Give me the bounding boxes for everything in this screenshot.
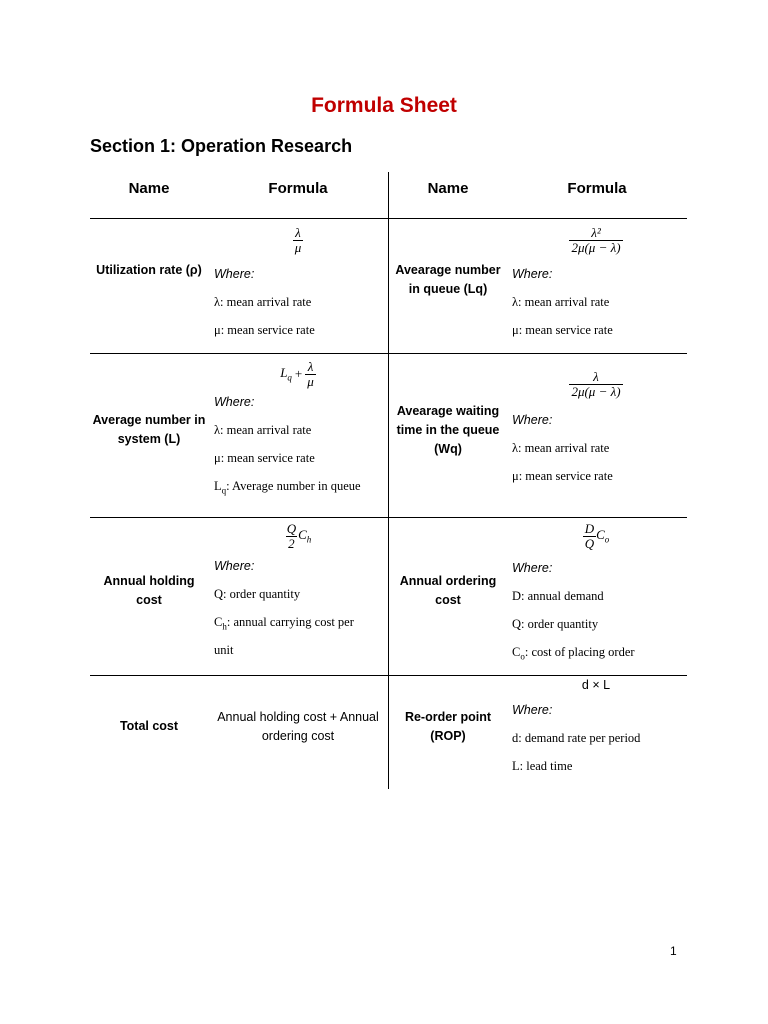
where-label: Where: <box>512 703 553 717</box>
ordering-cost-symbol: $C_o$ <box>596 527 610 545</box>
definition-line: $L_q$: Average number in queue <box>214 479 361 496</box>
definition-line: $C_h$: annual carrying cost per <box>214 615 354 632</box>
definition-line: μ: mean service rate <box>512 469 613 483</box>
utilization-fraction: $\frac{\lambda}{\mu}$ <box>294 224 302 255</box>
definition-line: μ: mean service rate <box>512 323 613 337</box>
where-label: Where: <box>512 561 553 575</box>
row2-right-formula <box>512 364 690 490</box>
where-label: Where: <box>512 413 553 427</box>
definition-line: Q: order quantity <box>214 587 301 601</box>
row1-right-name: Avearage number in queue (Lq) <box>395 263 501 296</box>
rop-formula: d × L <box>581 678 611 692</box>
section-heading: Section 1: Operation Research <box>90 136 353 156</box>
row2-right-name: Avearage waiting time in the queue (Wq) <box>396 404 500 456</box>
definition-line: λ: mean arrival rate <box>214 423 312 437</box>
definition-line: λ: mean arrival rate <box>512 295 610 309</box>
header-formula-left: Formula <box>268 180 328 197</box>
definition-line: D: annual demand <box>512 589 604 603</box>
row2-left-name: Average number in system (L) <box>92 413 206 446</box>
header-name-left: Name <box>128 180 170 197</box>
row4-left-formula: Annual holding cost + Annual ordering cost <box>217 710 379 743</box>
row1-left-formula <box>214 220 392 344</box>
waiting-time-fraction: $\frac{\lambda}{2\mu(\mu - \lambda)}$ <box>571 368 621 399</box>
definition-line: Q: order quantity <box>512 617 599 631</box>
definition-line: L: lead time <box>512 759 573 773</box>
definition-line: μ: mean service rate <box>214 323 315 337</box>
system-fraction: $\frac{\lambda}{\mu}$ <box>307 358 314 389</box>
where-label: Where: <box>512 267 553 281</box>
row4-right-formula <box>512 676 690 780</box>
definition-line: λ: mean arrival rate <box>214 295 312 309</box>
where-label: Where: <box>214 395 255 409</box>
row4-left-name: Total cost <box>119 719 179 733</box>
definition-line: unit <box>214 643 234 657</box>
holding-cost-symbol: $C_h$ <box>298 527 312 545</box>
document-title: Formula Sheet <box>311 94 457 117</box>
system-formula-prefix: $L_q$ <box>280 365 292 383</box>
row4-right-name: Re-order point (ROP) <box>404 710 492 743</box>
definition-line: λ: mean arrival rate <box>512 441 610 455</box>
where-label: Where: <box>214 267 255 281</box>
row3-left-formula <box>214 516 392 664</box>
definition-line: μ: mean service rate <box>214 451 315 465</box>
row1-right-formula <box>512 220 690 344</box>
holding-fraction: $\frac{Q}{2}$ <box>286 520 297 551</box>
row3-right-formula <box>512 516 690 666</box>
header-formula-right: Formula <box>567 180 627 197</box>
definition-line: d: demand rate per period <box>512 731 641 745</box>
page-number: 1 <box>670 944 677 958</box>
queue-length-fraction: $\frac{\text{λ²}}{2\mu(\mu - \lambda)}$ <box>571 224 621 255</box>
plus-sign: + <box>294 366 303 381</box>
row2-left-formula <box>214 354 392 500</box>
row3-right-name: Annual ordering cost <box>399 574 497 607</box>
ordering-fraction: $\frac{D}{Q}$ <box>584 520 595 551</box>
row3-left-name: Annual holding cost <box>103 574 195 607</box>
header-name-right: Name <box>427 180 469 197</box>
where-label: Where: <box>214 559 255 573</box>
definition-line: $C_o$: cost of placing order <box>512 645 635 662</box>
row1-left-name: Utilization rate (ρ) <box>96 263 202 277</box>
